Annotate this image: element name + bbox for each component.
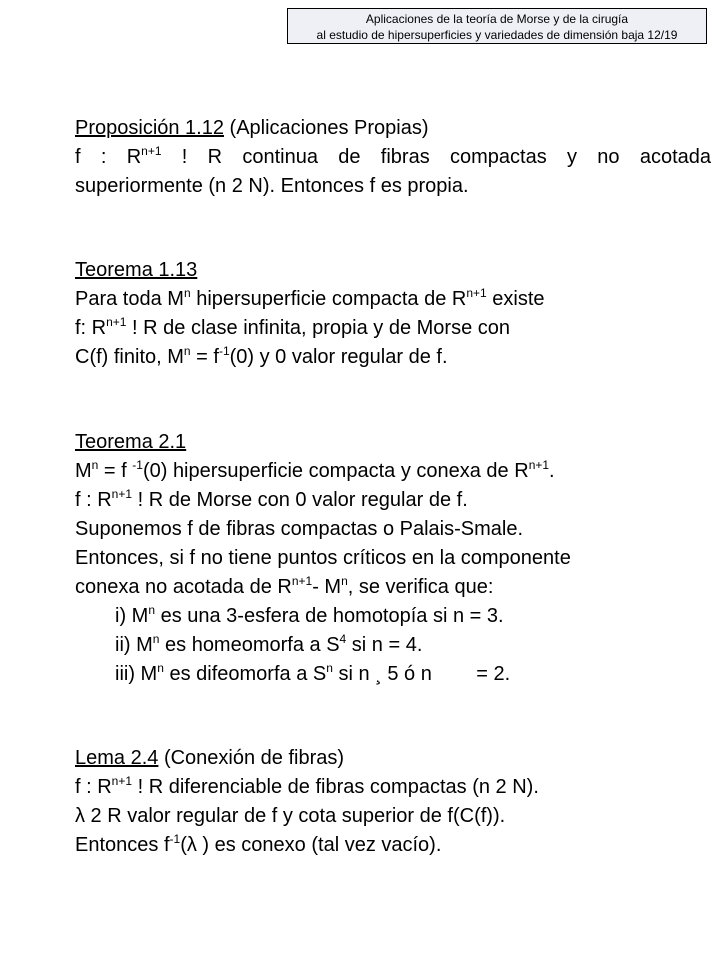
text-run: ! R de clase infinita, propia y de Morse con [126, 317, 511, 339]
proposition-1-12 [75, 114, 711, 201]
text-run: ! R continua de fibras compactas y no acotada [161, 146, 712, 168]
theorem-2-1-item-ii [75, 631, 571, 660]
text-run: iii) M [115, 663, 158, 685]
lemma-line-1 [75, 773, 539, 802]
proposition-title: Proposición 1.12 [75, 117, 224, 139]
text-run: . [549, 460, 555, 482]
text-run: f : R [75, 489, 112, 511]
text-run: Entonces f [75, 834, 170, 856]
superscript: n+1 [291, 574, 313, 588]
theorem-2-1-title: Teorema 2.1 [75, 431, 187, 453]
lemma-2-4 [75, 744, 539, 860]
text-run: C(f) finito, M [75, 346, 184, 368]
theorem-1-13-line-3 [75, 343, 545, 372]
text-run: ! R de Morse con 0 valor regular de f. [132, 489, 468, 511]
superscript: n+1 [466, 286, 487, 300]
proposition-heading [75, 114, 711, 143]
theorem-2-1-item-iii [75, 660, 571, 689]
text-run: (0) y 0 valor regular de f. [229, 346, 448, 368]
text-run: Para toda M [75, 288, 184, 310]
superscript: n+1 [106, 315, 127, 329]
lemma-line-2: λ 2 R valor regular de f y cota superior de f(C(f)). [75, 805, 506, 827]
text-run: = f [190, 346, 219, 368]
superscript: n [91, 458, 99, 472]
theorem-1-13 [75, 256, 545, 372]
theorem-2-1 [75, 428, 571, 689]
superscript: n [148, 603, 156, 617]
text-run: (0) hipersuperficie compacta y conexa de R [142, 460, 529, 482]
theorem-2-1-line-2 [75, 486, 571, 515]
theorem-2-1-line-1 [75, 457, 571, 486]
proposition-line-1 [75, 143, 711, 172]
theorem-2-1-item-i [75, 602, 571, 631]
text-run: hipersuperficie compacta de R [190, 288, 467, 310]
lemma-subtitle: (Conexión de fibras) [158, 747, 345, 769]
superscript: -1 [132, 458, 143, 472]
text-run: = f [98, 460, 133, 482]
proposition-subtitle: (Aplicaciones Propias) [223, 117, 429, 139]
text-run: existe [486, 288, 545, 310]
theorem-1-13-line-2 [75, 314, 545, 343]
superscript: n [326, 661, 333, 675]
theorem-2-1-line-5 [75, 573, 571, 602]
lemma-heading [75, 744, 539, 773]
text-run: es difeomorfa a S [163, 663, 327, 685]
text-run: conexa no acotada de R [75, 576, 292, 598]
text-run: es homeomorfa a S [159, 634, 340, 656]
lemma-line-3 [75, 831, 539, 860]
superscript: 4 [339, 632, 347, 646]
theorem-2-1-line-3: Suponemos f de fibras compactas o Palais-Smale. [75, 518, 523, 540]
superscript: n [183, 286, 191, 300]
text-run: es una 3-esfera de homotopía si n = 3. [155, 605, 504, 627]
text-run: , se verifica que: [347, 576, 494, 598]
text-run: - M [312, 576, 342, 598]
header-line-1: Aplicaciones de la teoría de Morse y de la cirugía [365, 12, 629, 26]
text-run: M [75, 460, 92, 482]
text-run: ii) M [115, 634, 153, 656]
superscript: -1 [169, 832, 181, 846]
proposition-line-2: superiormente (n 2 N). Entonces f es propia. [75, 175, 469, 197]
superscript: n+1 [141, 144, 162, 158]
text-run: f: R [75, 317, 107, 339]
text-run: (λ ) es conexo (tal vez vacío). [180, 834, 442, 856]
theorem-2-1-heading [75, 428, 571, 457]
theorem-1-13-line-1 [75, 285, 545, 314]
superscript: n [183, 344, 191, 358]
text-run: f : R [75, 146, 142, 168]
superscript: n [341, 574, 348, 588]
superscript: -1 [218, 344, 230, 358]
text-run: ! R diferenciable de fibras compactas (n 2 N). [132, 776, 539, 798]
theorem-2-1-line-4: Entonces, si f no tiene puntos críticos en la componente [75, 547, 571, 569]
slide-header [287, 8, 707, 44]
header-line-2: al estudio de hipersuperficies y variedades de dimensión baja 12/19 [316, 28, 678, 42]
superscript: n+1 [111, 487, 133, 501]
lemma-title: Lema 2.4 [75, 747, 159, 769]
theorem-1-13-title: Teorema 1.13 [75, 259, 198, 281]
superscript: n [152, 632, 160, 646]
text-run: si n ¸ 5 ó n = 2. [332, 663, 511, 685]
text-run: i) M [115, 605, 149, 627]
text-run: f : R [75, 776, 112, 798]
superscript: n+1 [111, 774, 133, 788]
superscript: n+1 [528, 458, 550, 472]
superscript: n [157, 661, 164, 675]
text-run: si n = 4. [346, 634, 423, 656]
